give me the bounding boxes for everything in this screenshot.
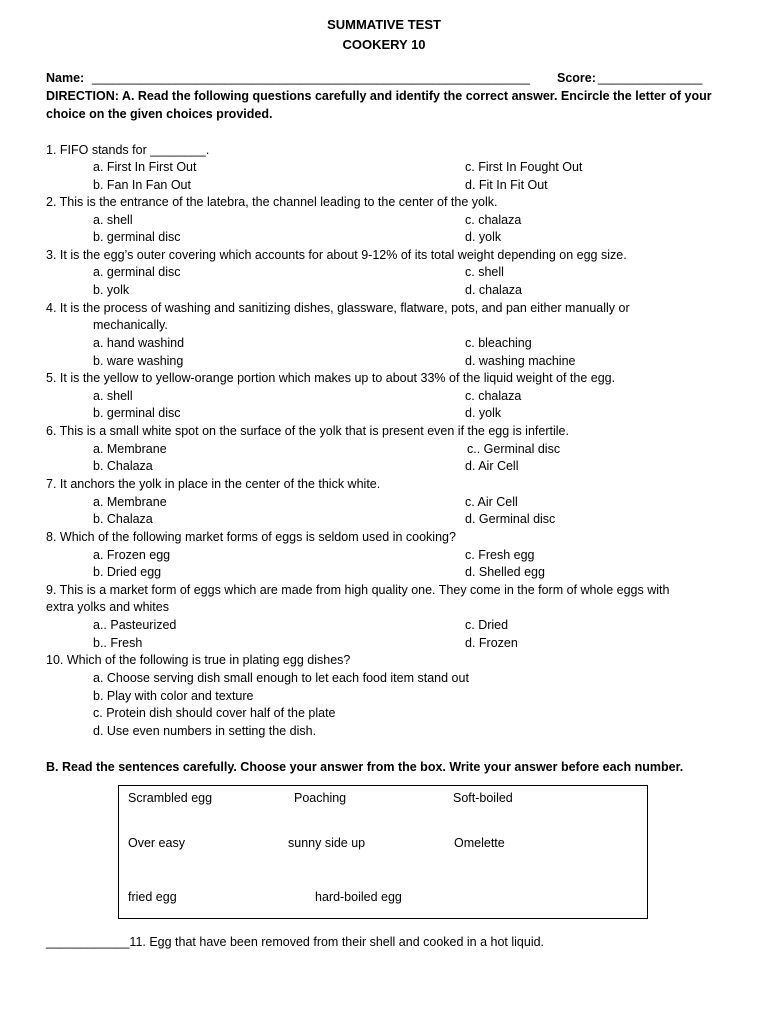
choice-b[interactable]: b. Dried egg	[93, 565, 162, 579]
choice-d[interactable]: d. chalaza	[465, 283, 522, 297]
choice-a[interactable]: a. hand washind	[93, 336, 185, 350]
word-bank-item: hard-boiled egg	[315, 890, 402, 904]
choice-c[interactable]: c. chalaza	[465, 389, 522, 403]
choice-c[interactable]: c. chalaza	[465, 213, 522, 227]
choice-c[interactable]: c. bleaching	[465, 336, 532, 350]
choice-d[interactable]: d. Frozen	[465, 636, 518, 650]
choice-d[interactable]: d. Air Cell	[465, 459, 519, 473]
choice-b[interactable]: b. Fan In Fan Out	[93, 178, 191, 192]
choice-c[interactable]: c. Dried	[465, 618, 509, 632]
choice-a[interactable]: a. First In First Out	[93, 160, 197, 174]
question-11: ____________11. Egg that have been removed from their shell and cooked in a hot liquid.	[46, 935, 545, 949]
question-text: 5. It is the yellow to yellow-orange portion which makes up to about 33% of the liquid weight of the egg.	[46, 371, 616, 385]
test-title: SUMMATIVE TEST	[327, 17, 441, 32]
word-bank-box	[118, 785, 648, 919]
choice-a[interactable]: a. germinal disc	[93, 265, 181, 279]
choice-a[interactable]: a. Choose serving dish small enough to let each food item stand out	[93, 671, 469, 685]
choice-d[interactable]: d. Use even numbers in setting the dish.	[93, 724, 317, 738]
question-text: 10. Which of the following is true in plating egg dishes?	[46, 653, 351, 667]
choice-c[interactable]: c. Protein dish should cover half of the plate	[93, 706, 336, 720]
choice-b[interactable]: b. germinal disc	[93, 230, 181, 244]
word-bank-item: Poaching	[294, 791, 347, 805]
question-text: 2. This is the entrance of the latebra, the channel leading to the center of the yolk.	[46, 195, 498, 209]
direction-b: B. Read the sentences carefully. Choose your answer from the box. Write your answer before each number.	[46, 760, 684, 774]
word-bank-item: Soft-boiled	[453, 791, 513, 805]
choice-a[interactable]: a. Frozen egg	[93, 548, 171, 562]
word-bank-item: fried egg	[128, 890, 177, 904]
choice-c[interactable]: c. Fresh egg	[465, 548, 535, 562]
question-text: 9. This is a market form of eggs which are made from high quality one. They come in the form of whole eggs with	[46, 583, 670, 597]
score-label: Score:	[557, 71, 596, 85]
choice-a[interactable]: a. Membrane	[93, 495, 167, 509]
choice-b[interactable]: b. Chalaza	[93, 512, 153, 526]
choice-b[interactable]: b.. Fresh	[93, 636, 143, 650]
question-text-continued: mechanically.	[93, 318, 168, 332]
name-label: Name:	[46, 71, 85, 85]
choice-c[interactable]: c. First In Fought Out	[465, 160, 583, 174]
question-text: 6. This is a small white spot on the surface of the yolk that is present even if the egg is infertile.	[46, 424, 569, 438]
word-bank-item: Over easy	[128, 836, 185, 850]
choice-a[interactable]: a.. Pasteurized	[93, 618, 177, 632]
choice-d[interactable]: d. washing machine	[465, 354, 576, 368]
choice-d[interactable]: d. yolk	[465, 230, 502, 244]
choice-d[interactable]: d. yolk	[465, 406, 502, 420]
score-line[interactable]: _______________	[598, 71, 703, 85]
word-bank-item: sunny side up	[288, 836, 366, 850]
choice-c[interactable]: c.. Germinal disc	[467, 442, 561, 456]
choice-d[interactable]: d. Germinal disc	[465, 512, 556, 526]
word-bank-item: Omelette	[454, 836, 505, 850]
direction-a-line1: DIRECTION: A. Read the following questions carefully and identify the correct answer. Encircle the letter of your	[46, 89, 712, 103]
choice-a[interactable]: a. shell	[93, 389, 133, 403]
choice-c[interactable]: c. shell	[465, 265, 504, 279]
question-text: 1. FIFO stands for ________.	[46, 143, 210, 157]
question-text: 3. It is the egg’s outer covering which accounts for about 9-12% of its total weight depending on egg size.	[46, 248, 627, 262]
choice-a[interactable]: a. Membrane	[93, 442, 167, 456]
question-text: 7. It anchors the yolk in place in the center of the thick white.	[46, 477, 381, 491]
question-text-continued: extra yolks and whites	[46, 600, 169, 614]
choice-b[interactable]: b. yolk	[93, 283, 130, 297]
choice-b[interactable]: b. Play with color and texture	[93, 689, 254, 703]
choice-a[interactable]: a. shell	[93, 213, 133, 227]
word-bank-item: Scrambled egg	[128, 791, 213, 805]
subject-title: COOKERY 10	[342, 37, 426, 52]
direction-a-line2: choice on the given choices provided.	[46, 107, 273, 121]
choice-c[interactable]: c. Air Cell	[465, 495, 518, 509]
choice-d[interactable]: d. Shelled egg	[465, 565, 545, 579]
question-text: 8. Which of the following market forms of eggs is seldom used in cooking?	[46, 530, 456, 544]
name-line[interactable]: _______________________________________________________________	[92, 71, 530, 85]
choice-b[interactable]: b. Chalaza	[93, 459, 153, 473]
choice-b[interactable]: b. ware washing	[93, 354, 184, 368]
question-text: 4. It is the process of washing and sanitizing dishes, glassware, flatware, pots, and pan either manually or	[46, 301, 630, 315]
choice-d[interactable]: d. Fit In Fit Out	[465, 178, 548, 192]
choice-b[interactable]: b. germinal disc	[93, 406, 181, 420]
